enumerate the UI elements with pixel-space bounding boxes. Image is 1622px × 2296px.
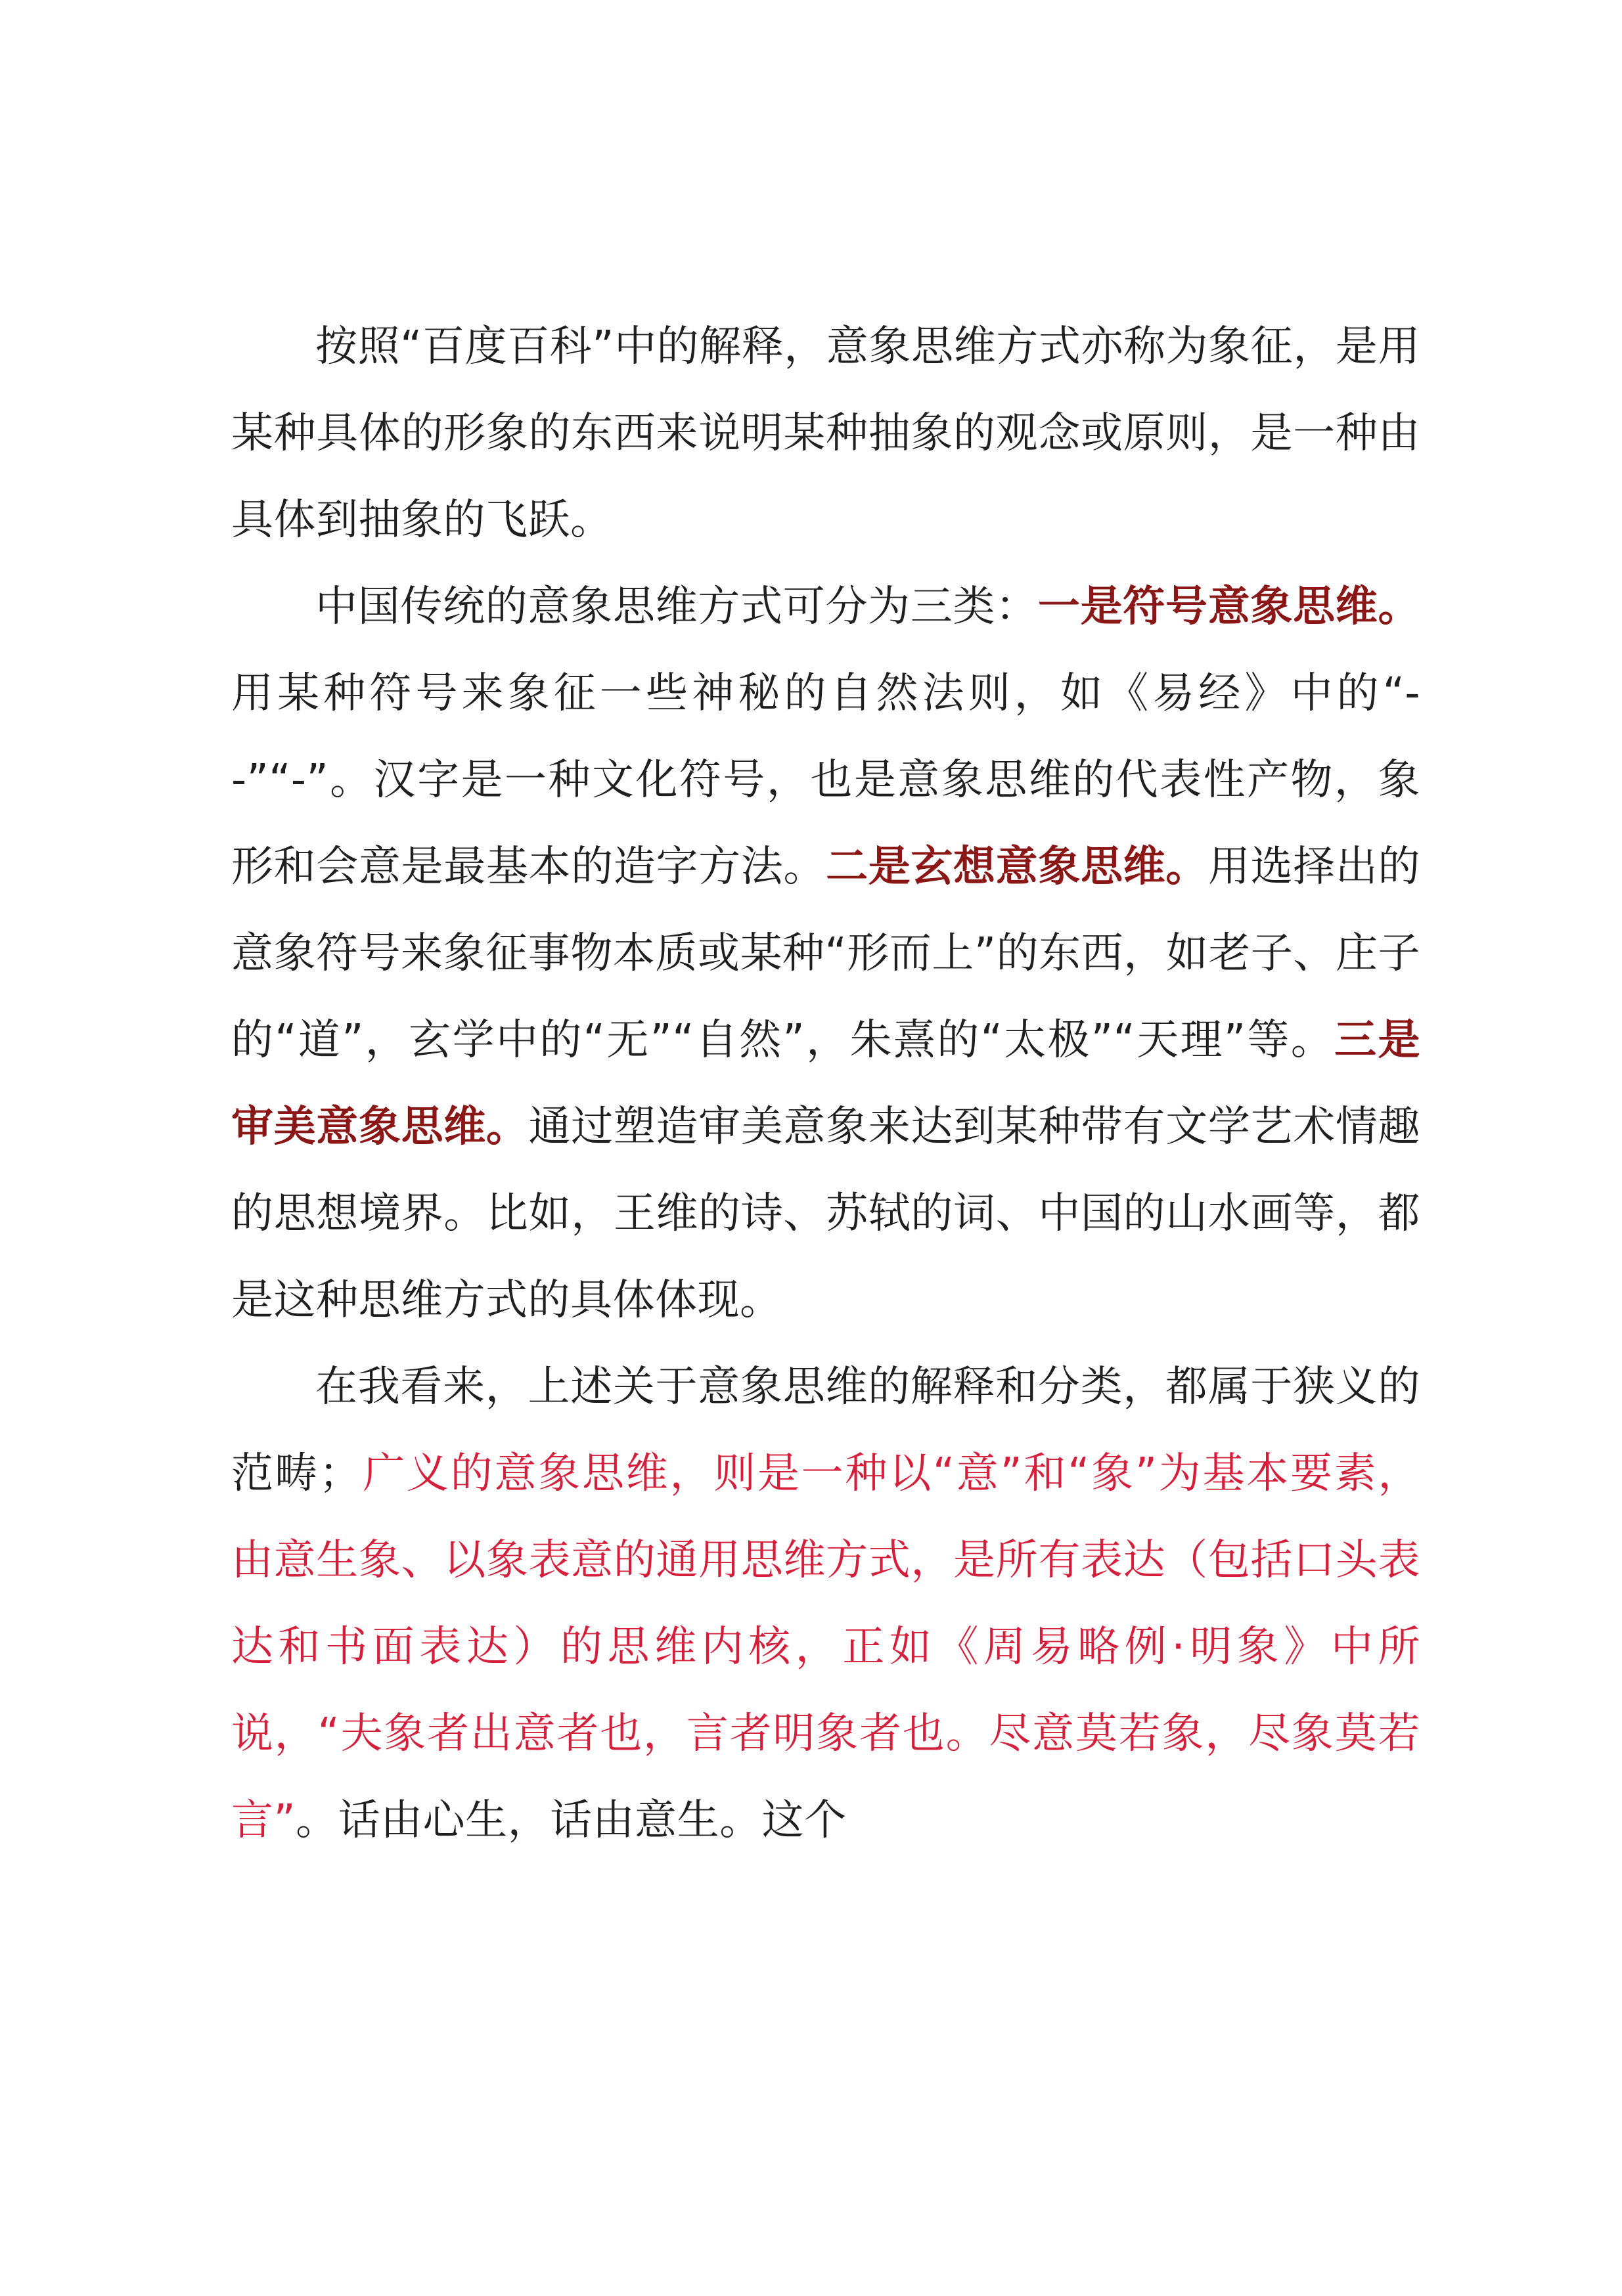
highlight-type-abstract: 二是玄想意象思维。 bbox=[826, 843, 1208, 891]
highlight-broad-definition: 广义的意象思维，则是一种以“意”和“象”为基本要素，由意生象、以象表意的通用思维方式，是所有表达（包括口头表达和书面表达）的思维内核，正如《周易略例·明象》中所说，“夫象者出意者也，言者明象者也。尽意莫若象，尽象莫若言” bbox=[231, 1449, 1421, 1845]
highlight-type-aesthetic: 三是审美意象思维。 bbox=[231, 1016, 1421, 1151]
paragraph-three-types bbox=[231, 563, 1420, 1344]
text-segment: 中国传统的意象思维方式可分为三类： bbox=[315, 583, 1038, 631]
text-segment: 用选择出的意象符号来象征事物本质或某种“形而上”的东西，如老子、庄子的“道”，玄学中的“无”“自然”，朱熹的“太极”“天理”等。 bbox=[231, 843, 1421, 1065]
paragraph-definition bbox=[231, 303, 1420, 563]
text-segment: 。话由心生，话由意生。这个 bbox=[296, 1796, 847, 1845]
body-text bbox=[231, 303, 1420, 1864]
text-segment: 通过塑造审美意象来达到某种带有文学艺术情趣的思想境界。比如，王维的诗、苏轼的词、中国的山水画等，都是这种思维方式的具体体现。 bbox=[231, 1103, 1421, 1325]
text-segment: 在我看来，上述关于意象思维的解释和分类，都属于狭义的范畴； bbox=[231, 1363, 1420, 1498]
paragraph-broad-meaning bbox=[231, 1344, 1420, 1864]
text-segment: 按照“百度百科”中的解释，意象思维方式亦称为象征，是用某种具体的形象的东西来说明某种抽象的观念或原则，是一种由具体到抽象的飞跃。 bbox=[231, 322, 1420, 544]
highlight-type-symbol: 一是符号意象思维。 bbox=[1037, 583, 1421, 631]
text-segment: 用某种符号来象征一些神秘的自然法则，如《易经》中的“--”“-”。汉字是一种文化符号，也是意象思维的代表性产物，象形和会意是最基本的造字方法。 bbox=[231, 669, 1420, 891]
